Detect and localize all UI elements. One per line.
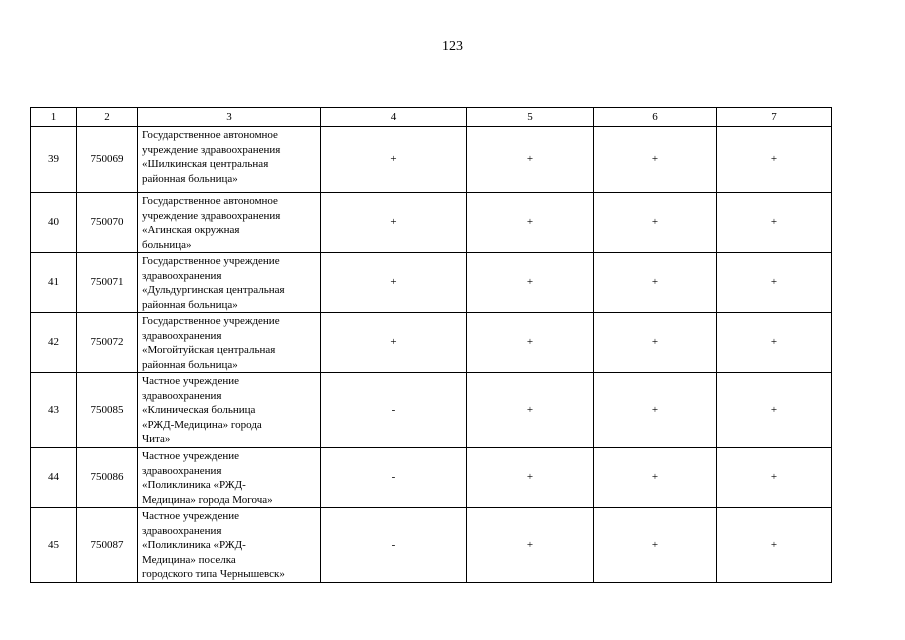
organization-name: Государственное учреждение здравоохранения «Дульдургинская центральная районная больница» xyxy=(138,253,321,313)
organization-name: Частное учреждение здравоохранения «Поликлиника «РЖД- Медицина» поселка городского типа Чернышевск» xyxy=(138,508,321,583)
table-row xyxy=(31,508,832,583)
column-7-mark: + xyxy=(717,127,832,193)
column-5-mark: + xyxy=(467,448,594,508)
row-number: 42 xyxy=(31,313,77,373)
organization-name: Государственное автономное учреждение здравоохранения «Агинская окружная больница» xyxy=(138,193,321,253)
registry-code: 750069 xyxy=(77,127,138,193)
row-number: 45 xyxy=(31,508,77,583)
row-number: 39 xyxy=(31,127,77,193)
row-number: 44 xyxy=(31,448,77,508)
column-6-mark: + xyxy=(594,313,717,373)
registry-code: 750072 xyxy=(77,313,138,373)
registry-code: 750085 xyxy=(77,373,138,448)
column-7-mark: + xyxy=(717,508,832,583)
column-6-mark: + xyxy=(594,193,717,253)
row-number: 40 xyxy=(31,193,77,253)
row-number: 41 xyxy=(31,253,77,313)
table-row xyxy=(31,127,832,193)
column-6-mark: + xyxy=(594,508,717,583)
registry-code: 750071 xyxy=(77,253,138,313)
column-4-mark: + xyxy=(321,313,467,373)
organization-name: Частное учреждение здравоохранения «Поликлиника «РЖД- Медицина» города Могоча» xyxy=(138,448,321,508)
page-number: 123 xyxy=(442,39,463,54)
column-7-mark: + xyxy=(717,373,832,448)
organization-name: Государственное автономное учреждение здравоохранения «Шилкинская центральная районная больница» xyxy=(138,127,321,193)
registry-code: 750070 xyxy=(77,193,138,253)
table-row xyxy=(31,193,832,253)
column-5-mark: + xyxy=(467,193,594,253)
row-number: 43 xyxy=(31,373,77,448)
data-table xyxy=(30,107,832,583)
column-header: 7 xyxy=(717,108,832,127)
column-7-mark: + xyxy=(717,448,832,508)
organization-name: Частное учреждение здравоохранения «Клиническая больница «РЖД-Медицина» города Чита» xyxy=(138,373,321,448)
column-4-mark: - xyxy=(321,448,467,508)
organization-name: Государственное учреждение здравоохранения «Могойтуйская центральная районная больница» xyxy=(138,313,321,373)
column-7-mark: + xyxy=(717,193,832,253)
column-4-mark: - xyxy=(321,373,467,448)
column-header: 5 xyxy=(467,108,594,127)
registry-code: 750087 xyxy=(77,508,138,583)
table-row xyxy=(31,313,832,373)
column-6-mark: + xyxy=(594,448,717,508)
table-row xyxy=(31,373,832,448)
column-6-mark: + xyxy=(594,253,717,313)
column-header: 3 xyxy=(138,108,321,127)
column-5-mark: + xyxy=(467,127,594,193)
column-4-mark: + xyxy=(321,193,467,253)
column-4-mark: + xyxy=(321,253,467,313)
table-row xyxy=(31,448,832,508)
table-header-row xyxy=(31,108,832,127)
table-row xyxy=(31,253,832,313)
column-4-mark: - xyxy=(321,508,467,583)
column-6-mark: + xyxy=(594,127,717,193)
column-7-mark: + xyxy=(717,313,832,373)
column-4-mark: + xyxy=(321,127,467,193)
column-5-mark: + xyxy=(467,373,594,448)
column-5-mark: + xyxy=(467,313,594,373)
column-5-mark: + xyxy=(467,253,594,313)
column-header: 1 xyxy=(31,108,77,127)
column-7-mark: + xyxy=(717,253,832,313)
registry-code: 750086 xyxy=(77,448,138,508)
column-header: 2 xyxy=(77,108,138,127)
column-header: 4 xyxy=(321,108,467,127)
column-5-mark: + xyxy=(467,508,594,583)
column-header: 6 xyxy=(594,108,717,127)
column-6-mark: + xyxy=(594,373,717,448)
